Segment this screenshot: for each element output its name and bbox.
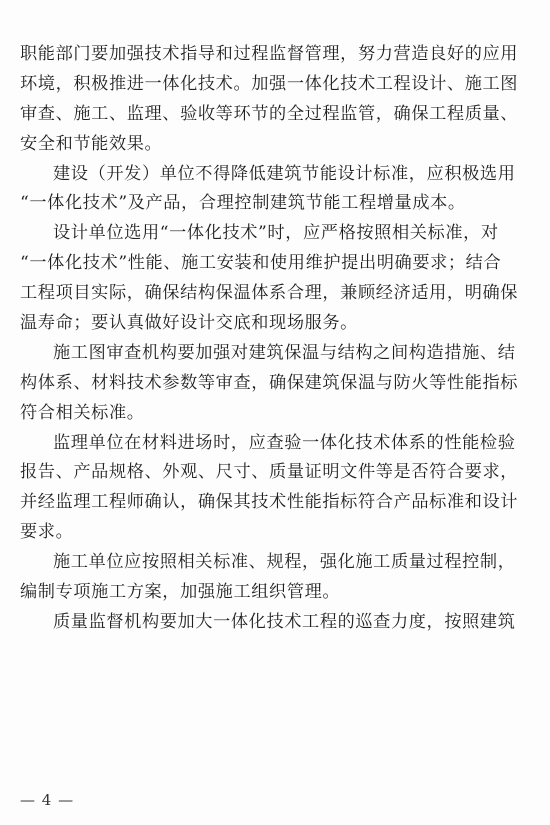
paragraph-first-line: 施工单位应按照相关标准、规程，强化施工质量过程控制，	[53, 552, 516, 573]
paragraph-first-line: 监理单位在材料进场时，应查验一体化技术体系的性能检验	[53, 432, 516, 453]
paragraph-first-line: 施工图审查机构要加强对建筑保温与结构之间构造措施、结	[53, 342, 516, 363]
paragraph-first-line: 建设（开发）单位不得降低建筑节能设计标准，应积极选用	[53, 163, 516, 184]
text-line: 并经监理工程师确认，确保其技术性能指标符合产品标准和设计	[20, 492, 519, 513]
page-number: — 4 —	[20, 791, 75, 809]
document-body	[20, 40, 532, 638]
text-line: 安全和节能效果。	[20, 133, 163, 154]
text-line: 编制专项施工方案，加强施工组织管理。	[20, 582, 341, 603]
text-line: 符合相关标准。	[20, 402, 145, 423]
text-line: 报告、产品规格、外观、尺寸、质量证明文件等是否符合要求，	[20, 462, 519, 483]
text-line: “一体化技术”及产品，合理控制建筑节能工程增量成本。	[20, 193, 466, 214]
paragraph-first-line: 质量监督机构要加大一体化技术工程的巡查力度，按照建筑	[53, 611, 516, 632]
text-line: 构体系、材料技术参数等审查，确保建筑保温与防火等性能指标	[20, 372, 519, 393]
text-line: 温寿命；要认真做好设计交底和现场服务。	[20, 313, 358, 334]
text-line: 环境，积极推进一体化技术。加强一体化技术工程设计、施工图	[20, 73, 519, 94]
text-line: 要求。	[20, 522, 74, 543]
text-line: 职能部门要加强技术指导和过程监督管理，努力营造良好的应用	[20, 44, 519, 64]
paragraph-first-line: 设计单位选用“一体化技术”时，应严格按照相关标准，对	[53, 223, 499, 244]
text-line: “一体化技术”性能、施工安装和使用维护提出明确要求；结合	[20, 253, 502, 274]
text-line: 审查、施工、监理、验收等环节的全过程监管，确保工程质量、	[20, 103, 519, 124]
text-line: 工程项目实际，确保结构保温体系合理，兼顾经济适用，明确保	[20, 283, 519, 304]
